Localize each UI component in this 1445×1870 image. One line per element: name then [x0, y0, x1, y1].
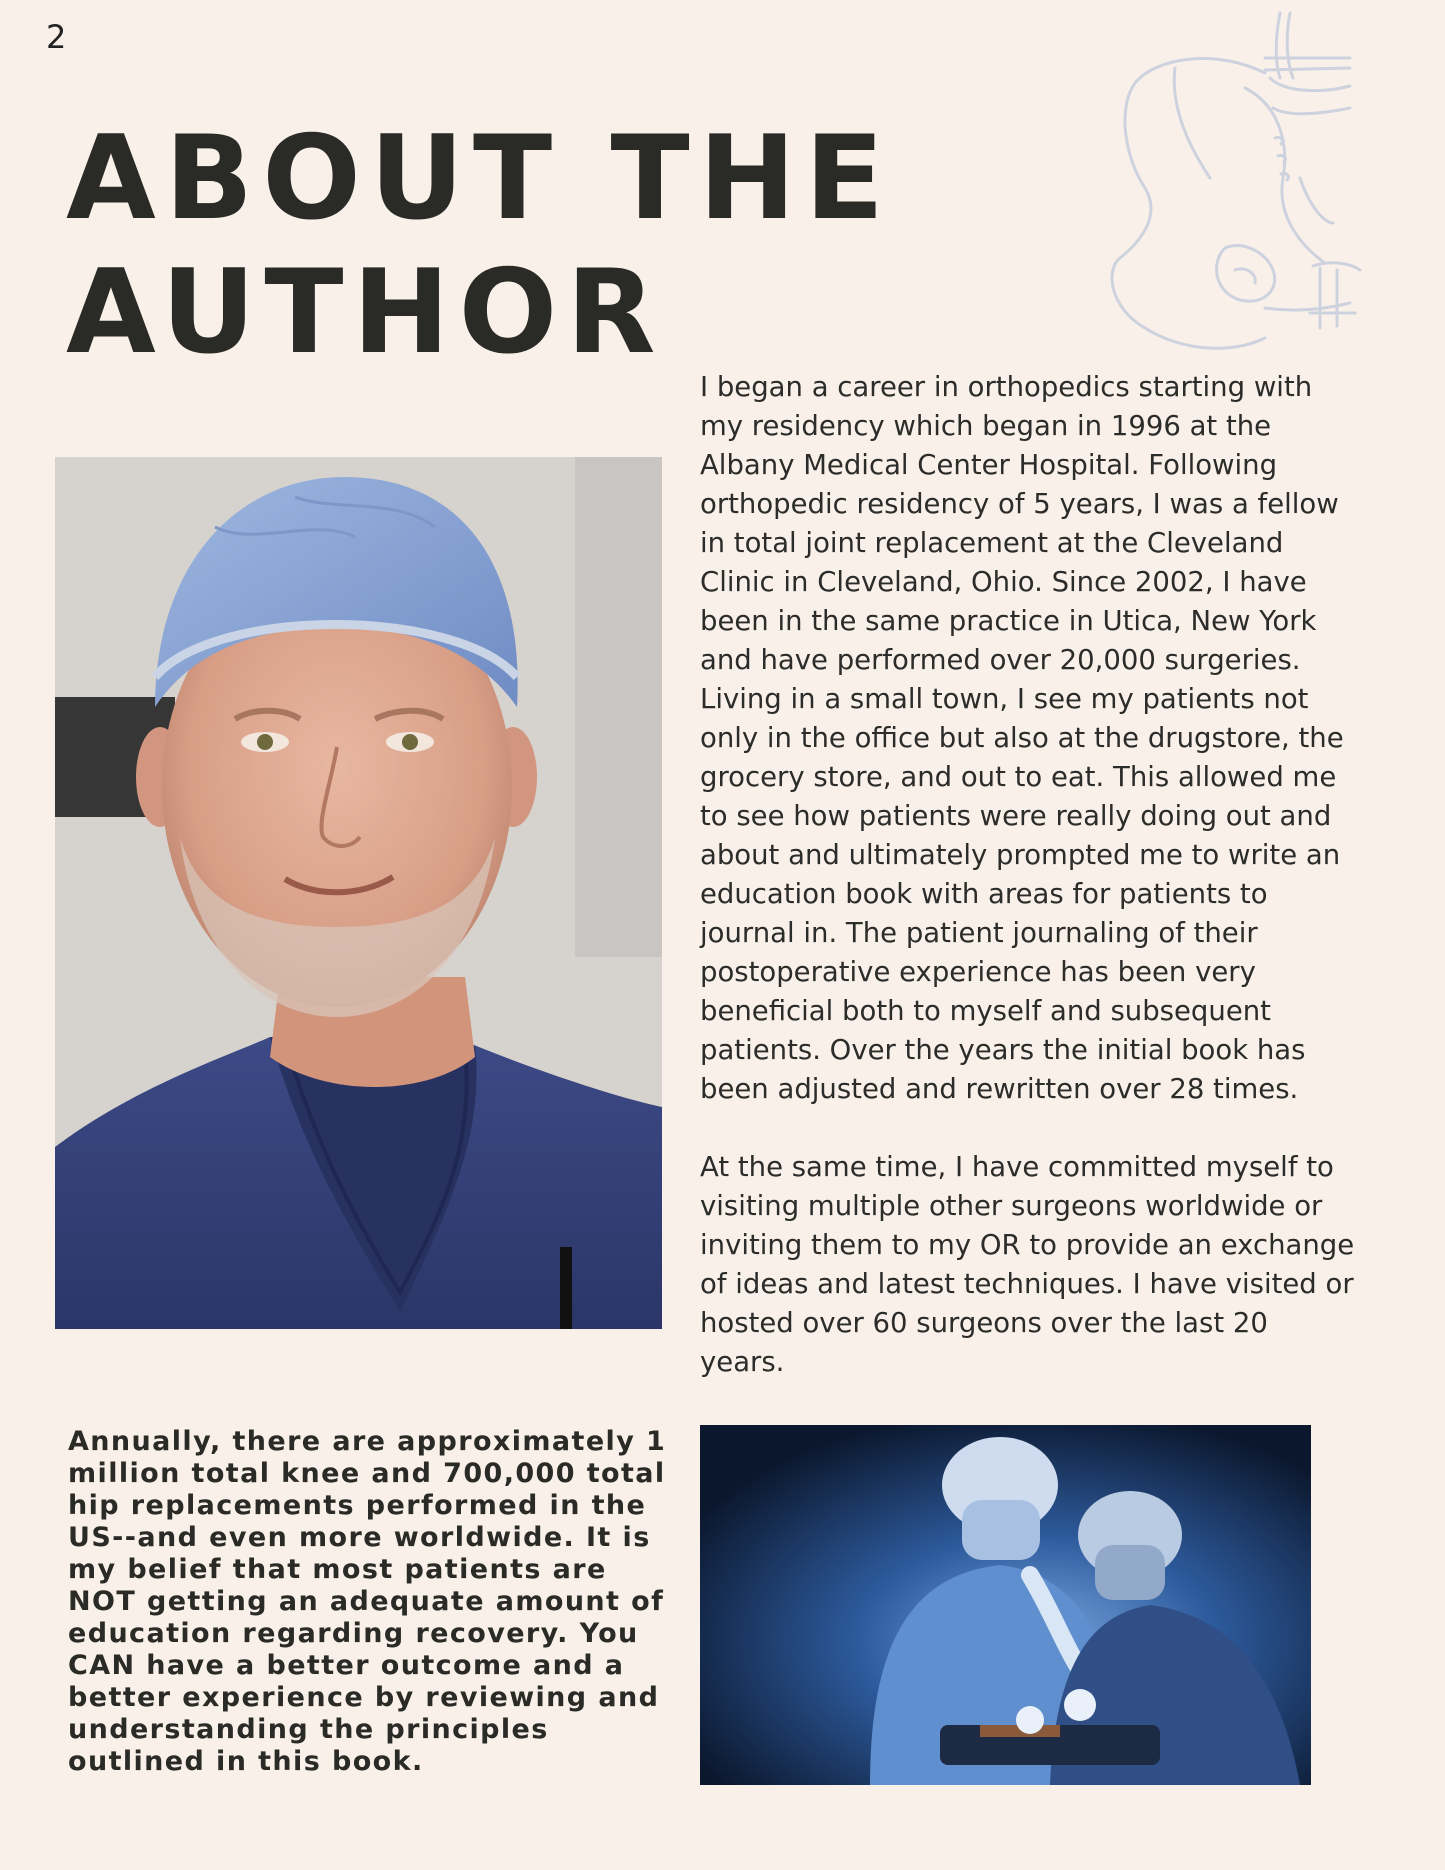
author-portrait-photo [55, 457, 662, 1329]
bio-paragraph-2: At the same time, I have committed myself to visiting multiple other surgeons worldwide or inviting them to my OR to provide an exchange of ideas and latest techniques. I have visited or hosted over 60 surgeons over the last 20 years. [700, 1151, 1355, 1378]
surgery-photo [700, 1425, 1311, 1785]
callout-text: Annually, there are approximately 1 million total knee and 700,000 total hip replacements performed in the US--and even more worldwide. It is my belief that most patients are NOT getting an adequate amount of education regarding recovery. You CAN have a better outcome and a better experience by reviewing and understanding the principles outlined in this book. [68, 1426, 667, 1777]
author-bio [700, 368, 1360, 1421]
title-line-2: AUTHOR [66, 245, 665, 380]
bio-paragraph-1: I began a career in orthopedics starting with my residency which began in 1996 at the Albany Medical Center Hospital. Following orthopedic residency of 5 years, I was a fellow in total joint replacement at the Cleveland Clinic in Cleveland, Ohio. Since 2002, I have been in the same practice in Utica, New York and have performed over 20,000 surgeries. Living in a small town, I see my patients not only in the office but also at the drugstore, the grocery store, and out to eat. This allowed me to see how patients were really doing out and about and ultimately prompted me to write an education book with areas for patients to journal in. The patient journaling of their postoperative experience has been very beneficial both to myself and subsequent patients. Over the years the initial book has been adjusted and rewritten over 28 times. [700, 371, 1344, 1105]
page-title [66, 112, 893, 380]
page-number: 2 [46, 18, 67, 56]
title-line-1: ABOUT THE [66, 111, 893, 246]
pelvis-bone-illustration [1075, 8, 1365, 368]
